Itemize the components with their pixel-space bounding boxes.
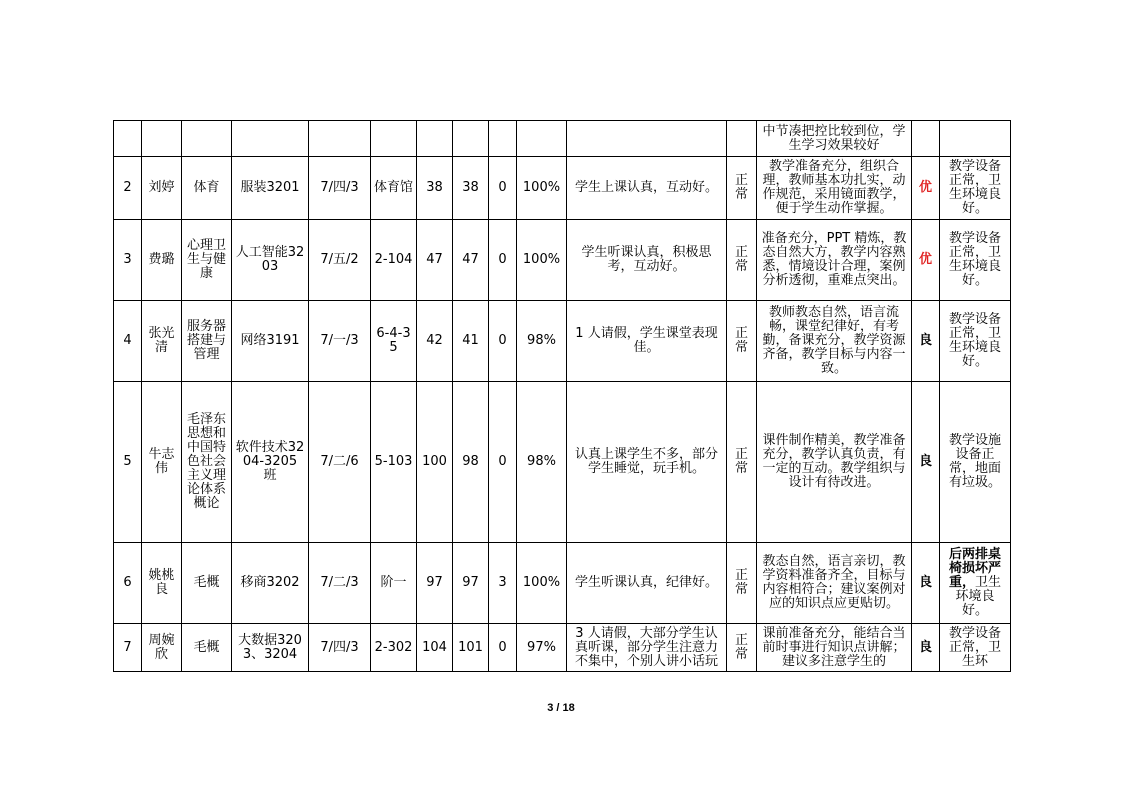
cell-comment: 教学准备充分，组织合理，教师基本功扎实，动作规范，采用镜面教学，便于学生动作掌握。: [757, 157, 912, 220]
cell-rate: 100%: [517, 157, 567, 220]
cell-time: 7/五/2: [309, 220, 371, 301]
cell-should-attend: 38: [417, 157, 453, 220]
cell-teacher: 牛志伟: [142, 382, 182, 543]
cell-actual-attend: 97: [453, 543, 489, 624]
cell-environment: 教学设备正常，卫生环: [940, 624, 1011, 672]
cell-time: 7/四/3: [309, 157, 371, 220]
cell-status: [727, 121, 757, 157]
cell-class: [232, 121, 309, 157]
cell-index: 4: [114, 301, 142, 382]
cell-status: 正常: [727, 157, 757, 220]
cell-time: 7/二/3: [309, 543, 371, 624]
table-row: [114, 220, 1011, 301]
cell-status: 正常: [727, 382, 757, 543]
cell-teacher: 周婉欣: [142, 624, 182, 672]
cell-comment: 课前准备充分，能结合当前时事进行知识点讲解；建议多注意学生的: [757, 624, 912, 672]
cell-comment: 课件制作精美，教学准备充分，教学认真负责，有一定的互动。教学组织与设计有待改进。: [757, 382, 912, 543]
cell-room: 6-4-35: [371, 301, 417, 382]
cell-actual-attend: 38: [453, 157, 489, 220]
cell-comment: 教态自然，语言亲切，教学资料准备齐全，目标与内容相符合；建议案例对应的知识点应更贴切。: [757, 543, 912, 624]
cell-actual-attend: 101: [453, 624, 489, 672]
cell-teacher: 张光清: [142, 301, 182, 382]
cell-time: 7/二/6: [309, 382, 371, 543]
table-row: [114, 157, 1011, 220]
cell-should-attend: 42: [417, 301, 453, 382]
table-row: [114, 301, 1011, 382]
cell-teacher: [142, 121, 182, 157]
cell-environment: [940, 543, 1011, 624]
cell-class: 服装3201: [232, 157, 309, 220]
cell-comment: 教师教态自然，语言流畅，课堂纪律好，有考勤，备课充分，教学资源齐备，教学目标与内容一致。: [757, 301, 912, 382]
cell-course: 体育: [182, 157, 232, 220]
cell-status: 正常: [727, 624, 757, 672]
cell-class: 软件技术3204-3205 班: [232, 382, 309, 543]
cell-environment: 教学设施设备正常，地面有垃圾。: [940, 382, 1011, 543]
cell-rate: 100%: [517, 220, 567, 301]
cell-teacher: 刘婷: [142, 157, 182, 220]
table-row: [114, 121, 1011, 157]
cell-class: 大数据3203、3204: [232, 624, 309, 672]
cell-student-behavior: [567, 121, 727, 157]
cell-actual-attend: 98: [453, 382, 489, 543]
cell-index: 6: [114, 543, 142, 624]
cell-status: 正常: [727, 301, 757, 382]
cell-course: 毛概: [182, 543, 232, 624]
cell-rating: 良: [912, 382, 940, 543]
cell-absent: [489, 121, 517, 157]
cell-should-attend: 100: [417, 382, 453, 543]
cell-status: 正常: [727, 220, 757, 301]
table-row: [114, 543, 1011, 624]
cell-environment: 教学设备正常，卫生环境良好。: [940, 301, 1011, 382]
cell-rating: 良: [912, 301, 940, 382]
cell-class: 网络3191: [232, 301, 309, 382]
cell-room: 2-302: [371, 624, 417, 672]
cell-student-behavior: 1 人请假，学生课堂表现佳。: [567, 301, 727, 382]
cell-rate: 97%: [517, 624, 567, 672]
cell-should-attend: [417, 121, 453, 157]
cell-environment: 教学设备正常，卫生环境良好。: [940, 157, 1011, 220]
cell-actual-attend: 47: [453, 220, 489, 301]
cell-course: 心理卫生与健康: [182, 220, 232, 301]
cell-course: 服务器搭建与管理: [182, 301, 232, 382]
cell-room: 2-104: [371, 220, 417, 301]
cell-room: 阶一: [371, 543, 417, 624]
cell-rate: 100%: [517, 543, 567, 624]
cell-student-behavior: 学生听课认真，积极思考，互动好。: [567, 220, 727, 301]
evaluation-table: [113, 120, 1011, 672]
cell-index: [114, 121, 142, 157]
cell-should-attend: 97: [417, 543, 453, 624]
cell-room: 5-103: [371, 382, 417, 543]
cell-rating: 良: [912, 543, 940, 624]
page-number: 3 / 18: [547, 702, 575, 714]
cell-index: 3: [114, 220, 142, 301]
table-row: [114, 382, 1011, 543]
table-row: [114, 624, 1011, 672]
cell-comment: 中节凑把控比较到位，学生学习效果较好: [757, 121, 912, 157]
environment-warning: 后两排桌椅损坏严重，: [948, 547, 1001, 590]
cell-environment: [940, 121, 1011, 157]
cell-environment: 教学设备正常，卫生环境良好。: [940, 220, 1011, 301]
cell-course: 毛泽东思想和中国特色社会主义理论体系概论: [182, 382, 232, 543]
cell-room: [371, 121, 417, 157]
cell-should-attend: 104: [417, 624, 453, 672]
cell-actual-attend: 41: [453, 301, 489, 382]
cell-rate: 98%: [517, 382, 567, 543]
cell-absent: 0: [489, 301, 517, 382]
cell-student-behavior: 认真上课学生不多，部分学生睡觉，玩手机。: [567, 382, 727, 543]
cell-should-attend: 47: [417, 220, 453, 301]
cell-rate: 98%: [517, 301, 567, 382]
cell-course: 毛概: [182, 624, 232, 672]
cell-rating: 优: [912, 220, 940, 301]
cell-absent: 3: [489, 543, 517, 624]
cell-student-behavior: 学生上课认真，互动好。: [567, 157, 727, 220]
cell-rating: 优: [912, 157, 940, 220]
cell-student-behavior: 学生听课认真，纪律好。: [567, 543, 727, 624]
cell-teacher: 姚桃良: [142, 543, 182, 624]
cell-teacher: 费璐: [142, 220, 182, 301]
cell-class: 人工智能3203: [232, 220, 309, 301]
cell-absent: 0: [489, 382, 517, 543]
cell-course: [182, 121, 232, 157]
environment-note: 卫生环境良好。: [955, 575, 1002, 618]
cell-status: 正常: [727, 543, 757, 624]
cell-comment: 准备充分，PPT 精炼，教态自然大方，教学内容熟悉，情境设计合理，案例分析透彻，重难点突出。: [757, 220, 912, 301]
cell-absent: 0: [489, 157, 517, 220]
cell-student-behavior: 3 人请假，大部分学生认真听课，部分学生注意力不集中，个别人讲小话玩: [567, 624, 727, 672]
cell-rate: [517, 121, 567, 157]
cell-class: 移商3202: [232, 543, 309, 624]
cell-index: 7: [114, 624, 142, 672]
cell-rating: 良: [912, 624, 940, 672]
cell-absent: 0: [489, 624, 517, 672]
cell-time: [309, 121, 371, 157]
cell-index: 2: [114, 157, 142, 220]
cell-time: 7/一/3: [309, 301, 371, 382]
cell-actual-attend: [453, 121, 489, 157]
cell-time: 7/四/3: [309, 624, 371, 672]
cell-index: 5: [114, 382, 142, 543]
cell-room: 体育馆: [371, 157, 417, 220]
cell-rating: [912, 121, 940, 157]
cell-absent: 0: [489, 220, 517, 301]
